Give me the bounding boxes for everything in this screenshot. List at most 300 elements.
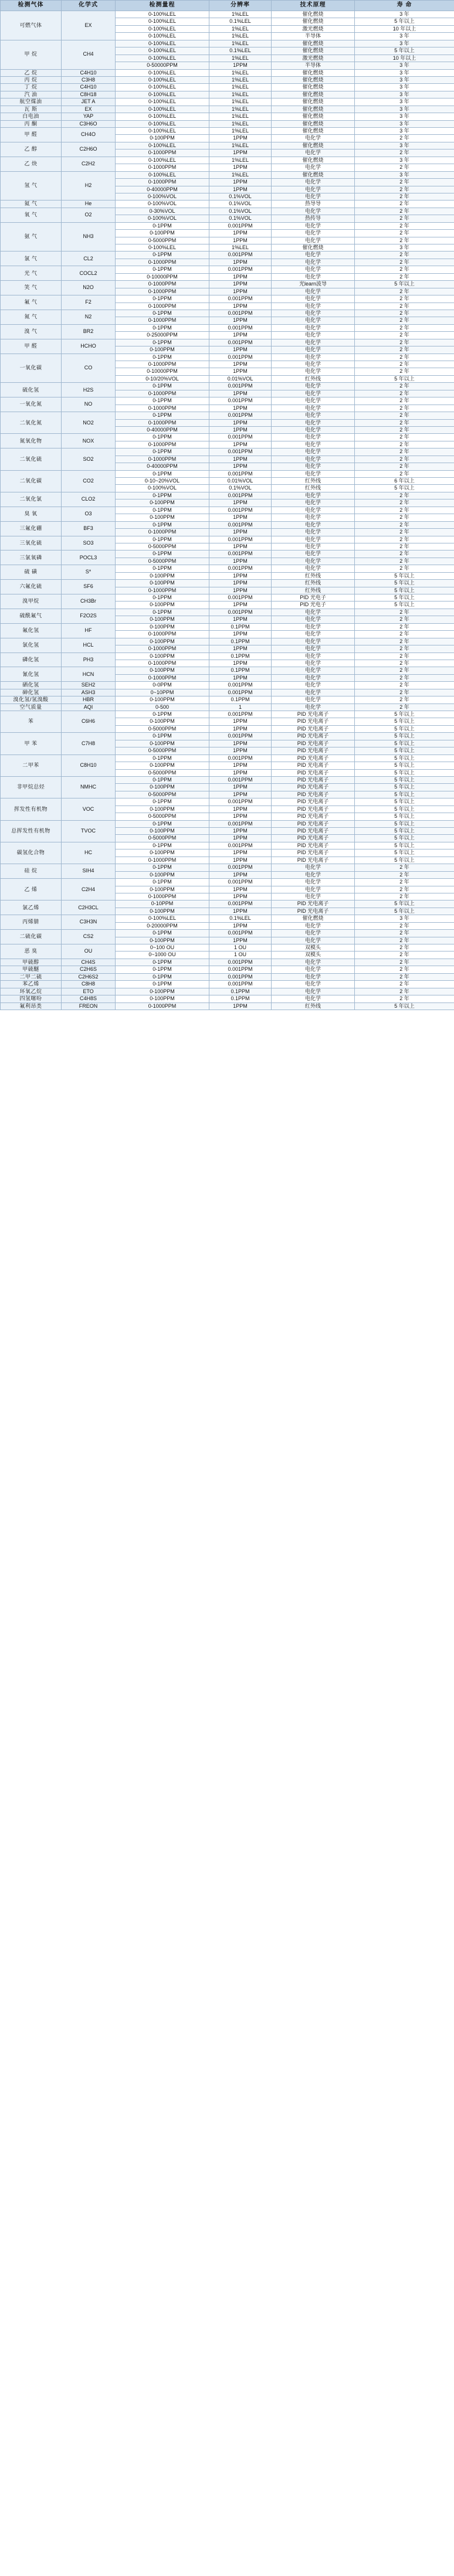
cell-technology: PID 光电离子 xyxy=(272,755,355,762)
cell-detection-range: 0-40000PPM xyxy=(116,426,209,433)
cell-lifetime: 2 年 xyxy=(355,339,454,346)
cell-resolution: 1 OU xyxy=(209,944,272,951)
cell-technology: 电化学 xyxy=(272,696,355,704)
cell-lifetime: 3 年 xyxy=(355,76,454,83)
cell-technology: PID 光电离子 xyxy=(272,813,355,820)
cell-gas-name: 二甲苯 xyxy=(1,755,62,776)
cell-resolution: 0.001PPM xyxy=(209,711,272,718)
cell-lifetime: 2 年 xyxy=(355,988,454,995)
cell-detection-range: 0-1000PPM xyxy=(116,674,209,681)
cell-resolution: 0.001PPM xyxy=(209,448,272,456)
cell-lifetime: 2 年 xyxy=(355,609,454,616)
cell-lifetime: 3 年 xyxy=(355,62,454,69)
cell-gas-name: 总挥发性有机物 xyxy=(1,820,62,842)
cell-gas-name: 乙 醇 xyxy=(1,142,62,157)
cell-lifetime: 5 年以上 xyxy=(355,813,454,820)
cell-lifetime: 2 年 xyxy=(355,179,454,186)
cell-gas-name: 乙 烷 xyxy=(1,69,62,76)
cell-resolution: 0.001PPM xyxy=(209,565,272,572)
cell-resolution: 1PPM xyxy=(209,186,272,193)
cell-resolution: 1%LEL xyxy=(209,106,272,113)
cell-technology: PID 光电离子 xyxy=(272,725,355,732)
cell-resolution: 0.1%LEL xyxy=(209,915,272,922)
cell-detection-range: 0-0PPM xyxy=(116,682,209,689)
cell-resolution: 1PPM xyxy=(209,259,272,266)
cell-resolution: 0.001PPM xyxy=(209,492,272,499)
cell-detection-range: 0-1PPM xyxy=(116,842,209,849)
cell-resolution: 1PPM xyxy=(209,149,272,157)
column-header-formula: 化学式 xyxy=(62,1,116,11)
cell-lifetime: 10 年以上 xyxy=(355,55,454,62)
cell-gas-name: 二甲二硫 xyxy=(1,973,62,980)
cell-resolution: 1PPM xyxy=(209,281,272,288)
cell-technology: 电化学 xyxy=(272,441,355,448)
cell-detection-range: 0-100%LEL xyxy=(116,47,209,55)
cell-gas-name: 汽 油 xyxy=(1,91,62,98)
cell-resolution: 1PPM xyxy=(209,806,272,813)
cell-chemical-formula: NOX xyxy=(62,434,116,448)
cell-detection-range: 0-100%LEL xyxy=(116,25,209,32)
cell-technology: 电化学 xyxy=(272,966,355,973)
cell-resolution: 1%LEL xyxy=(209,33,272,40)
cell-chemical-formula: F2O2S xyxy=(62,609,116,623)
cell-detection-range: 0-1PPM xyxy=(116,550,209,558)
cell-chemical-formula: C4H10 xyxy=(62,69,116,76)
cell-resolution: 1PPM xyxy=(209,893,272,900)
cell-technology: 电化学 xyxy=(272,886,355,893)
cell-gas-name: 硫酰氟气 xyxy=(1,609,62,623)
cell-technology: 电化学 xyxy=(272,135,355,142)
cell-technology: 红外线 xyxy=(272,375,355,382)
cell-detection-range: 0-1PPM xyxy=(116,383,209,390)
cell-chemical-formula: HBR xyxy=(62,696,116,704)
cell-technology: 催化燃烧 xyxy=(272,40,355,47)
cell-detection-range: 0-1000PPM xyxy=(116,361,209,368)
cell-detection-range: 0-100PPM xyxy=(116,653,209,660)
cell-resolution: 0.001PPM xyxy=(209,222,272,229)
cell-lifetime: 2 年 xyxy=(355,390,454,397)
cell-resolution: 0.001PPM xyxy=(209,594,272,601)
cell-resolution: 1PPM xyxy=(209,587,272,594)
cell-lifetime: 2 年 xyxy=(355,623,454,630)
cell-detection-range: 0-100%VOL xyxy=(116,215,209,222)
table-row xyxy=(1,842,454,849)
cell-detection-range: 0-20000PPM xyxy=(116,922,209,929)
cell-resolution: 0.01%VOL xyxy=(209,478,272,485)
cell-chemical-formula: TVOC xyxy=(62,820,116,842)
cell-technology: 催化燃烧 xyxy=(272,915,355,922)
cell-resolution: 1PPM xyxy=(209,558,272,565)
cell-detection-range: 0-100%LEL xyxy=(116,244,209,252)
cell-chemical-formula: C2H6S2 xyxy=(62,973,116,980)
cell-detection-range: 0-1PPM xyxy=(116,412,209,419)
cell-resolution: 1PPM xyxy=(209,922,272,929)
cell-detection-range: 0-1000PPM xyxy=(116,179,209,186)
cell-detection-range: 0-1PPM xyxy=(116,310,209,317)
cell-resolution: 0.001PPM xyxy=(209,354,272,361)
cell-technology: 电化学 xyxy=(272,186,355,193)
cell-technology: PID 光电离子 xyxy=(272,784,355,791)
cell-technology: PID 光电离子 xyxy=(272,857,355,864)
cell-detection-range: 0-1PPM xyxy=(116,879,209,886)
cell-resolution: 1PPM xyxy=(209,937,272,944)
cell-resolution: 1%LEL xyxy=(209,244,272,252)
table-row xyxy=(1,864,454,871)
cell-detection-range: 0-1PPM xyxy=(116,434,209,441)
cell-chemical-formula: SO3 xyxy=(62,536,116,550)
cell-detection-range: 0-100PPM xyxy=(116,995,209,1002)
table-row xyxy=(1,157,454,164)
cell-lifetime: 6 年以上 xyxy=(355,478,454,485)
cell-lifetime: 2 年 xyxy=(355,230,454,237)
cell-lifetime: 2 年 xyxy=(355,397,454,405)
cell-resolution: 0.001PPM xyxy=(209,536,272,543)
cell-detection-range: 0-5000PPM xyxy=(116,835,209,842)
cell-technology: 电化学 xyxy=(272,973,355,980)
cell-technology: 电化学 xyxy=(272,332,355,339)
cell-gas-name: 二硫化碳 xyxy=(1,930,62,944)
cell-gas-name: 丁 烷 xyxy=(1,84,62,91)
cell-gas-name: 氯化氢 xyxy=(1,638,62,653)
cell-detection-range: 0~1000 OU xyxy=(116,951,209,959)
table-row xyxy=(1,339,454,346)
cell-lifetime: 5 年以上 xyxy=(355,601,454,609)
table-row xyxy=(1,208,454,215)
table-row xyxy=(1,412,454,419)
cell-detection-range: 0-100%LEL xyxy=(116,69,209,76)
cell-detection-range: 0-5000PPM xyxy=(116,791,209,798)
cell-detection-range: 0-100%LEL xyxy=(116,113,209,120)
cell-resolution: 1%LEL xyxy=(209,76,272,83)
cell-technology: 电化学 xyxy=(272,667,355,674)
cell-gas-name: 苯 xyxy=(1,711,62,733)
cell-lifetime: 2 年 xyxy=(355,332,454,339)
cell-detection-range: 0-100%LEL xyxy=(116,11,209,18)
cell-technology: 双模头 xyxy=(272,944,355,951)
cell-chemical-formula: ETO xyxy=(62,988,116,995)
cell-resolution: 0.1PPM xyxy=(209,995,272,1002)
cell-technology: 电化学 xyxy=(272,689,355,696)
table-row xyxy=(1,609,454,616)
cell-chemical-formula: ASH3 xyxy=(62,689,116,696)
cell-detection-range: 0-1000PPM xyxy=(116,390,209,397)
cell-technology: 催化燃烧 xyxy=(272,142,355,149)
table-row xyxy=(1,900,454,908)
cell-lifetime: 2 年 xyxy=(355,441,454,448)
cell-resolution: 0.1%VOL xyxy=(209,485,272,492)
cell-lifetime: 2 年 xyxy=(355,536,454,543)
cell-technology: 电化学 xyxy=(272,230,355,237)
cell-lifetime: 3 年 xyxy=(355,157,454,164)
cell-lifetime: 2 年 xyxy=(355,448,454,456)
cell-technology: 电化学 xyxy=(272,456,355,463)
cell-resolution: 0.001PPM xyxy=(209,900,272,908)
table-row xyxy=(1,69,454,76)
table-row xyxy=(1,820,454,827)
cell-lifetime: 5 年以上 xyxy=(355,791,454,798)
cell-technology: 电化学 xyxy=(272,295,355,303)
cell-gas-name: 二氧化氯 xyxy=(1,492,62,507)
cell-technology: PID 光电离子 xyxy=(272,908,355,915)
cell-technology: 电化学 xyxy=(272,470,355,477)
cell-gas-name: 甲 醛 xyxy=(1,339,62,354)
cell-resolution: 1PPM xyxy=(209,419,272,426)
cell-lifetime: 5 年以上 xyxy=(355,842,454,849)
cell-detection-range: 0-5000PPM xyxy=(116,543,209,550)
table-row xyxy=(1,565,454,572)
cell-resolution: 1PPM xyxy=(209,529,272,536)
cell-technology: PID 光电离子 xyxy=(272,900,355,908)
table-row xyxy=(1,776,454,783)
cell-resolution: 1PPM xyxy=(209,784,272,791)
cell-gas-name: 溴 气 xyxy=(1,324,62,339)
cell-lifetime: 2 年 xyxy=(355,135,454,142)
cell-resolution: 0.001PPM xyxy=(209,609,272,616)
cell-technology: PID 光电离子 xyxy=(272,806,355,813)
table-row xyxy=(1,580,454,587)
cell-chemical-formula: CH4S xyxy=(62,959,116,966)
cell-chemical-formula: C7H8 xyxy=(62,733,116,755)
cell-technology: 电化学 xyxy=(272,273,355,280)
cell-chemical-formula: BR2 xyxy=(62,324,116,339)
cell-resolution: 0.1PPM xyxy=(209,667,272,674)
cell-technology: 电化学 xyxy=(272,609,355,616)
cell-resolution: 0.001PPM xyxy=(209,981,272,988)
table-row xyxy=(1,470,454,477)
table-row xyxy=(1,76,454,83)
cell-resolution: 0.1%LEL xyxy=(209,18,272,25)
cell-resolution: 1PPM xyxy=(209,273,272,280)
table-row xyxy=(1,689,454,696)
cell-technology: 电化学 xyxy=(272,930,355,937)
table-header xyxy=(1,1,454,11)
cell-technology: PID 光电离子 xyxy=(272,747,355,755)
cell-technology: 电化学 xyxy=(272,959,355,966)
cell-technology: 红外线 xyxy=(272,580,355,587)
cell-technology: 电化学 xyxy=(272,922,355,929)
cell-detection-range: 0-100PPM xyxy=(116,572,209,579)
cell-lifetime: 5 年以上 xyxy=(355,806,454,813)
cell-gas-name: 硅 烷 xyxy=(1,864,62,879)
cell-detection-range: 0-1PPM xyxy=(116,733,209,740)
cell-lifetime: 2 年 xyxy=(355,186,454,193)
cell-technology: PID 光电离子 xyxy=(272,718,355,725)
cell-gas-name: 六氟化硫 xyxy=(1,580,62,594)
cell-technology: 电化学 xyxy=(272,631,355,638)
cell-chemical-formula: H2S xyxy=(62,383,116,397)
cell-gas-name: 二氧化硫 xyxy=(1,448,62,470)
cell-technology: 电化学 xyxy=(272,879,355,886)
cell-chemical-formula: C2H2 xyxy=(62,157,116,171)
cell-chemical-formula: C2H3CL xyxy=(62,900,116,915)
cell-technology: 电化学 xyxy=(272,390,355,397)
cell-resolution: 0.001PPM xyxy=(209,412,272,419)
cell-gas-name: 硒化氢 xyxy=(1,682,62,689)
cell-detection-range: 0-10PPM xyxy=(116,900,209,908)
cell-technology: 催化燃烧 xyxy=(272,106,355,113)
cell-gas-name: 硫化氢 xyxy=(1,383,62,397)
cell-gas-name: 航空煤油 xyxy=(1,98,62,106)
cell-technology: 电化学 xyxy=(272,893,355,900)
cell-gas-name: 氨 气 xyxy=(1,222,62,252)
cell-detection-range: 0-1PPM xyxy=(116,448,209,456)
cell-resolution: 1PPM xyxy=(209,514,272,521)
cell-gas-name: 甲硫醇 xyxy=(1,959,62,966)
cell-gas-name: 苯乙烯 xyxy=(1,981,62,988)
cell-resolution: 1PPM xyxy=(209,346,272,354)
cell-technology: 电化学 xyxy=(272,704,355,711)
cell-technology: 电化学 xyxy=(272,448,355,456)
cell-technology: 催化燃烧 xyxy=(272,128,355,135)
cell-resolution: 0.1PPM xyxy=(209,638,272,645)
cell-lifetime: 2 年 xyxy=(355,310,454,317)
cell-technology: 电化学 xyxy=(272,653,355,660)
cell-detection-range: 0-1PPM xyxy=(116,252,209,259)
table-row xyxy=(1,383,454,390)
cell-lifetime: 2 年 xyxy=(355,529,454,536)
cell-detection-range: 0-100PPM xyxy=(116,696,209,704)
cell-detection-range: 0-100%LEL xyxy=(116,84,209,91)
cell-resolution: 0.001PPM xyxy=(209,507,272,514)
cell-chemical-formula: HCL xyxy=(62,638,116,653)
cell-lifetime: 2 年 xyxy=(355,499,454,507)
cell-resolution: 0.1PPM xyxy=(209,696,272,704)
table-row xyxy=(1,11,454,18)
cell-lifetime: 2 年 xyxy=(355,922,454,929)
cell-chemical-formula: C2H6O xyxy=(62,142,116,157)
cell-chemical-formula: AQI xyxy=(62,704,116,711)
cell-lifetime: 2 年 xyxy=(355,324,454,331)
cell-detection-range: 0-100%LEL xyxy=(116,915,209,922)
cell-detection-range: 0-1PPM xyxy=(116,565,209,572)
table-row xyxy=(1,128,454,135)
cell-resolution: 1PPM xyxy=(209,441,272,448)
cell-technology: 电化学 xyxy=(272,463,355,470)
table-row xyxy=(1,113,454,120)
cell-gas-name: 一氧化碳 xyxy=(1,354,62,383)
cell-lifetime: 2 年 xyxy=(355,959,454,966)
cell-lifetime: 2 年 xyxy=(355,543,454,550)
cell-detection-range: 0-1000PPM xyxy=(116,857,209,864)
cell-detection-range: 0-100PPM xyxy=(116,740,209,747)
cell-detection-range: 0-1PPM xyxy=(116,266,209,273)
table-row xyxy=(1,915,454,922)
cell-resolution: 0.1%VOL xyxy=(209,193,272,200)
cell-technology: 电化学 xyxy=(272,499,355,507)
cell-gas-name: 非甲烷总烃 xyxy=(1,776,62,798)
table-row xyxy=(1,120,454,127)
cell-resolution: 1%LEL xyxy=(209,128,272,135)
cell-resolution: 1%LEL xyxy=(209,84,272,91)
cell-lifetime: 2 年 xyxy=(355,288,454,295)
cell-lifetime: 5 年以上 xyxy=(355,900,454,908)
cell-lifetime: 2 年 xyxy=(355,973,454,980)
cell-lifetime: 2 年 xyxy=(355,930,454,937)
cell-resolution: 0.001PPM xyxy=(209,324,272,331)
cell-lifetime: 2 年 xyxy=(355,645,454,653)
cell-detection-range: 0-1PPM xyxy=(116,966,209,973)
cell-technology: 电化学 xyxy=(272,397,355,405)
cell-chemical-formula: CL2 xyxy=(62,252,116,266)
cell-resolution: 0.1PPM xyxy=(209,623,272,630)
cell-detection-range: 0-1PPM xyxy=(116,354,209,361)
cell-technology: PID 光电离子 xyxy=(272,849,355,857)
cell-lifetime: 2 年 xyxy=(355,674,454,681)
table-row xyxy=(1,324,454,331)
cell-detection-range: 0-5000PPM xyxy=(116,558,209,565)
cell-gas-name: 三氟化硼 xyxy=(1,521,62,536)
cell-detection-range: 0-100PPM xyxy=(116,886,209,893)
cell-chemical-formula: H2 xyxy=(62,171,116,200)
cell-lifetime: 3 年 xyxy=(355,106,454,113)
cell-gas-name: 甲硫醚 xyxy=(1,966,62,973)
cell-lifetime: 2 年 xyxy=(355,682,454,689)
cell-detection-range: 0-40000PPM xyxy=(116,463,209,470)
table-row xyxy=(1,434,454,441)
table-row xyxy=(1,995,454,1002)
cell-lifetime: 2 年 xyxy=(355,696,454,704)
cell-detection-range: 0-100PPM xyxy=(116,346,209,354)
cell-chemical-formula: EX xyxy=(62,106,116,113)
cell-detection-range: 0-500 xyxy=(116,704,209,711)
cell-resolution: 1%LEL xyxy=(209,25,272,32)
column-header-lifetime: 寿 命 xyxy=(355,1,454,11)
cell-lifetime: 3 年 xyxy=(355,33,454,40)
cell-gas-name: 氢 气 xyxy=(1,171,62,200)
cell-chemical-formula: NMHC xyxy=(62,776,116,798)
cell-detection-range: 0-100PPM xyxy=(116,871,209,878)
cell-lifetime: 2 年 xyxy=(355,937,454,944)
cell-gas-name: 三氧化硫 xyxy=(1,536,62,550)
cell-lifetime: 2 年 xyxy=(355,470,454,477)
header-row xyxy=(1,1,454,11)
cell-resolution: 1%LEL xyxy=(209,142,272,149)
cell-chemical-formula: EX xyxy=(62,11,116,40)
cell-chemical-formula: C4H10 xyxy=(62,84,116,91)
cell-detection-range: 0-1PPM xyxy=(116,222,209,229)
cell-gas-name: 乙 烯 xyxy=(1,879,62,900)
cell-resolution: 1PPM xyxy=(209,908,272,915)
cell-resolution: 1PPM xyxy=(209,769,272,776)
cell-technology: 催化燃烧 xyxy=(272,171,355,178)
cell-detection-range: 0-1PPM xyxy=(116,776,209,783)
cell-resolution: 1PPM xyxy=(209,740,272,747)
cell-lifetime: 5 年以上 xyxy=(355,776,454,783)
cell-chemical-formula: C3H6O xyxy=(62,120,116,127)
cell-detection-range: 0-1000PPM xyxy=(116,259,209,266)
cell-resolution: 1PPM xyxy=(209,237,272,244)
cell-gas-name: 甲 苯 xyxy=(1,733,62,755)
cell-resolution: 1PPM xyxy=(209,135,272,142)
cell-resolution: 1PPM xyxy=(209,580,272,587)
table-row xyxy=(1,171,454,178)
cell-gas-name: 一氧化氮 xyxy=(1,397,62,412)
cell-gas-name: 瓦 斯 xyxy=(1,106,62,113)
cell-lifetime: 2 年 xyxy=(355,521,454,528)
cell-detection-range: 0-100PPM xyxy=(116,601,209,609)
cell-technology: 催化燃烧 xyxy=(272,84,355,91)
cell-technology: PID 光电离子 xyxy=(272,828,355,835)
cell-chemical-formula: C8H8 xyxy=(62,981,116,988)
cell-technology: PID 光电离子 xyxy=(272,733,355,740)
cell-chemical-formula: BF3 xyxy=(62,521,116,536)
table-row xyxy=(1,682,454,689)
cell-detection-range: 0-5000PPM xyxy=(116,237,209,244)
cell-lifetime: 2 年 xyxy=(355,208,454,215)
cell-technology: 电化学 xyxy=(272,259,355,266)
cell-lifetime: 2 年 xyxy=(355,266,454,273)
cell-lifetime: 5 年以上 xyxy=(355,281,454,288)
